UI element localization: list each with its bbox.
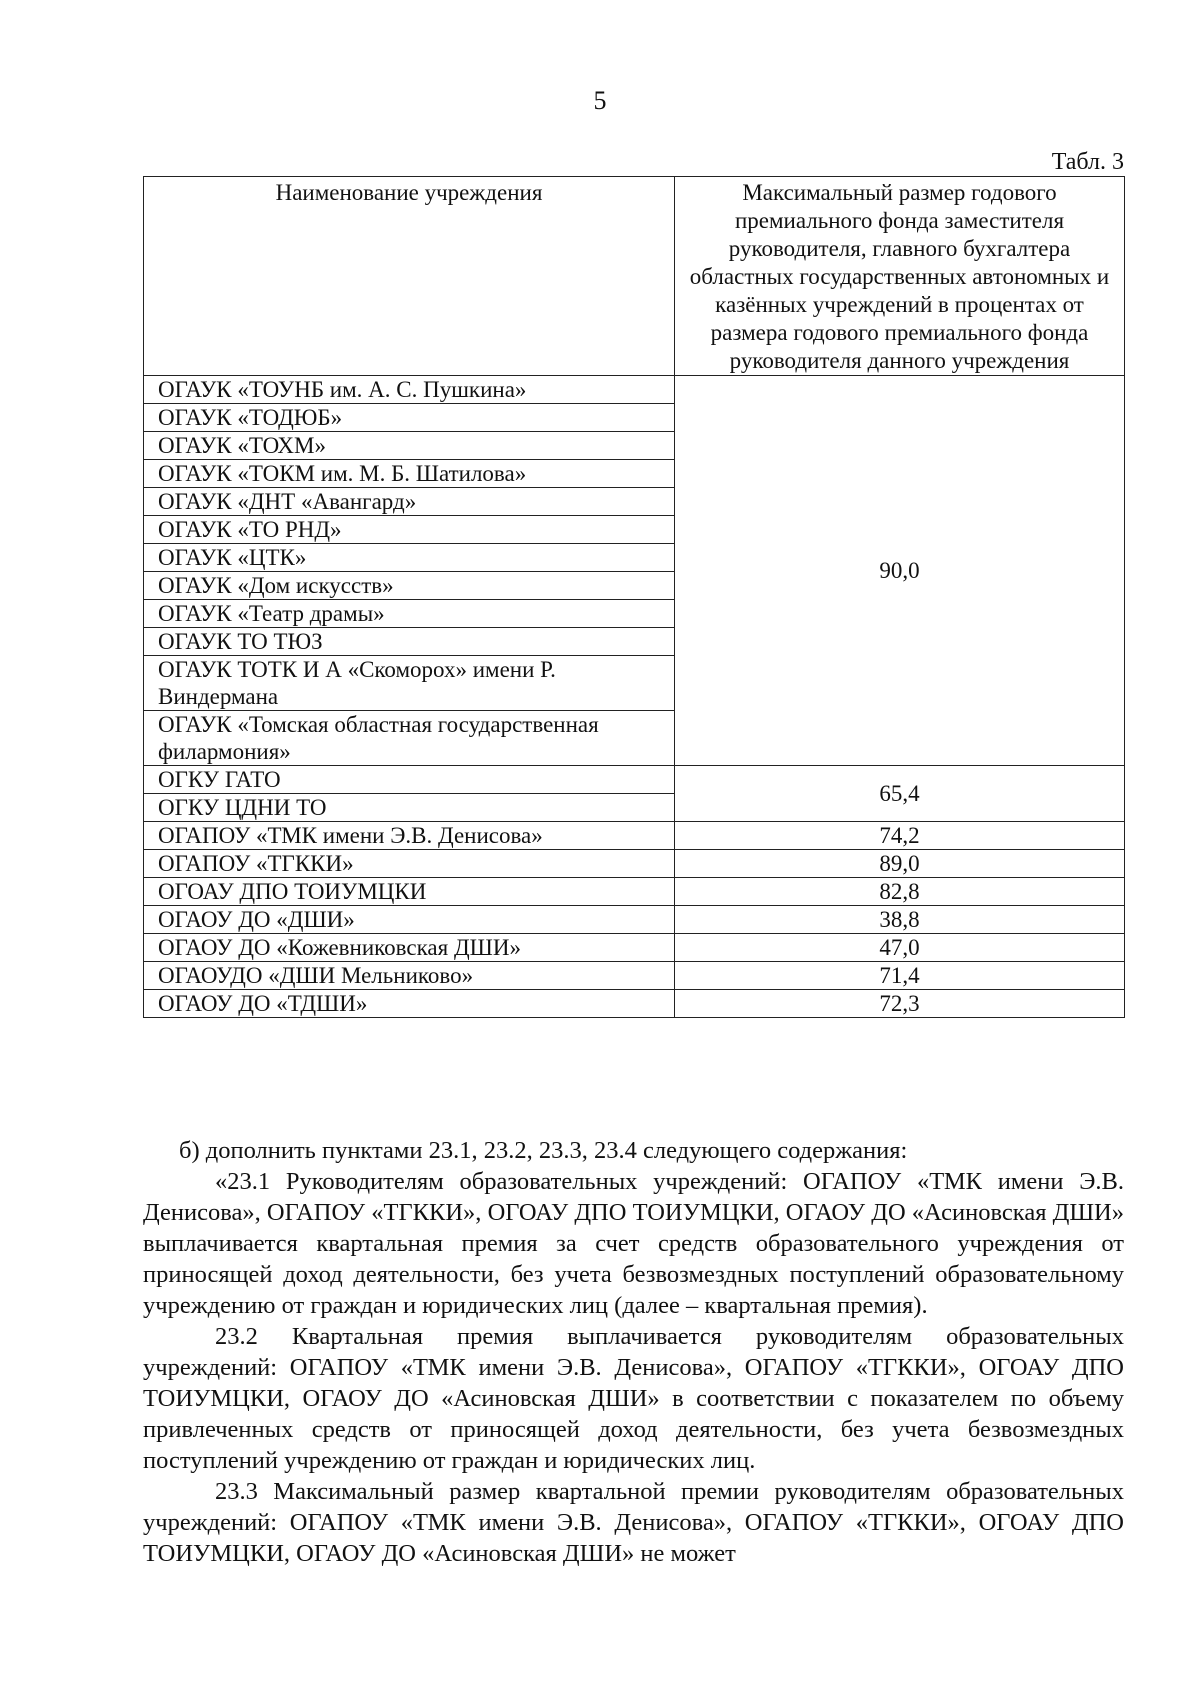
institution-name: ОГКУ ЦДНИ ТО [144,794,675,822]
premium-value: 89,0 [675,850,1125,878]
table-row [144,906,1125,934]
table-row [144,850,1125,878]
institution-name: ОГАУК «Томская областная государственная филармония» [144,711,675,766]
institution-name: ОГАОУДО «ДШИ Мельниково» [144,962,675,990]
table-row [144,766,1125,794]
institution-name: ОГАОУ ДО «ТДШИ» [144,990,675,1018]
institution-name: ОГАУК ТОТК И А «Скоморох» имени Р. Виндермана [144,656,675,711]
institution-name: ОГАУК «ЦТК» [144,544,675,572]
header-max-premium: Максимальный размер годового премиального фонда заместителя руководителя, главного бухгалтера областных государственных автономных и казённых учреждений в процентах от размера годового премиального фонда руководителя данного учреждения [675,177,1125,376]
premium-value: 74,2 [675,822,1125,850]
table-row [144,376,1125,404]
table-row [144,990,1125,1018]
table-header-row [144,177,1125,376]
table-label: Табл. 3 [1051,149,1124,175]
paragraph-intro: б) дополнить пунктами 23.1, 23.2, 23.3, 23.4 следующего содержания: [179,1137,908,1164]
institution-name: ОГАУК «ТОУНБ им. А. С. Пушкина» [144,376,675,404]
premium-value-group1: 90,0 [675,376,1125,766]
institution-name: ОГАУК «ТОДЮБ» [144,404,675,432]
institution-name: ОГАОУ ДО «ДШИ» [144,906,675,934]
institution-name: ОГАОУ ДО «Кожевниковская ДШИ» [144,934,675,962]
paragraph-23-3: 23.3 Максимальный размер квартальной премии руководителям образовательных учреждений: ОГАПОУ «ТМК имени Э.В. Денисова», ОГАПОУ «ТГККИ», ОГОАУ ДПО ТОИУМЦКИ, ОГАОУ ДО «Асиновская ДШИ» не может [143,1478,1124,1567]
institution-name: ОГОАУ ДПО ТОИУМЦКИ [144,878,675,906]
paragraph-23-2: 23.2 Квартальная премия выплачивается руководителям образовательных учреждений: ОГАПОУ «ТМК имени Э.В. Денисова», ОГАПОУ «ТГККИ», ОГОАУ ДПО ТОИУМЦКИ, ОГАОУ ДО «Асиновская ДШИ» в соответствии с показателем по объему привлеченных средств от приносящей доход деятельности, без учета безвозмездных поступлений учреждению от граждан и юридических лиц. [143,1323,1124,1474]
institution-name: ОГКУ ГАТО [144,766,675,794]
premium-value: 82,8 [675,878,1125,906]
table-row [144,962,1125,990]
table-row [144,822,1125,850]
premium-value-group2: 65,4 [675,766,1125,822]
body-text [143,1135,1124,1569]
premium-value: 72,3 [675,990,1125,1018]
institution-name: ОГАУК ТО ТЮЗ [144,628,675,656]
institution-name: ОГАУК «ДНТ «Авангард» [144,488,675,516]
premium-value: 47,0 [675,934,1125,962]
table-row [144,934,1125,962]
paragraph-23-1: «23.1 Руководителям образовательных учреждений: ОГАПОУ «ТМК имени Э.В. Денисова», ОГАПОУ «ТГККИ», ОГОАУ ДПО ТОИУМЦКИ, ОГАОУ ДО «Асиновская ДШИ» выплачивается квартальная премия за счет средств образовательного учреждения от приносящей доход деятельности, без учета безвозмездных поступлений образовательному учреждению от граждан и юридических лиц (далее – квартальная премия). [143,1168,1124,1319]
table-row [144,878,1125,906]
premium-value: 38,8 [675,906,1125,934]
page-number: 5 [593,86,607,115]
institution-name: ОГАУК «ТОХМ» [144,432,675,460]
institution-name: ОГАПОУ «ТГККИ» [144,850,675,878]
premium-fund-table [143,176,1125,1018]
institution-name: ОГАПОУ «ТМК имени Э.В. Денисова» [144,822,675,850]
institution-name: ОГАУК «Театр драмы» [144,600,675,628]
institution-name: ОГАУК «Дом искусств» [144,572,675,600]
premium-value: 71,4 [675,962,1125,990]
institution-name: ОГАУК «ТОКМ им. М. Б. Шатилова» [144,460,675,488]
institution-name: ОГАУК «ТО РНД» [144,516,675,544]
header-institution-name: Наименование учреждения [144,177,675,376]
